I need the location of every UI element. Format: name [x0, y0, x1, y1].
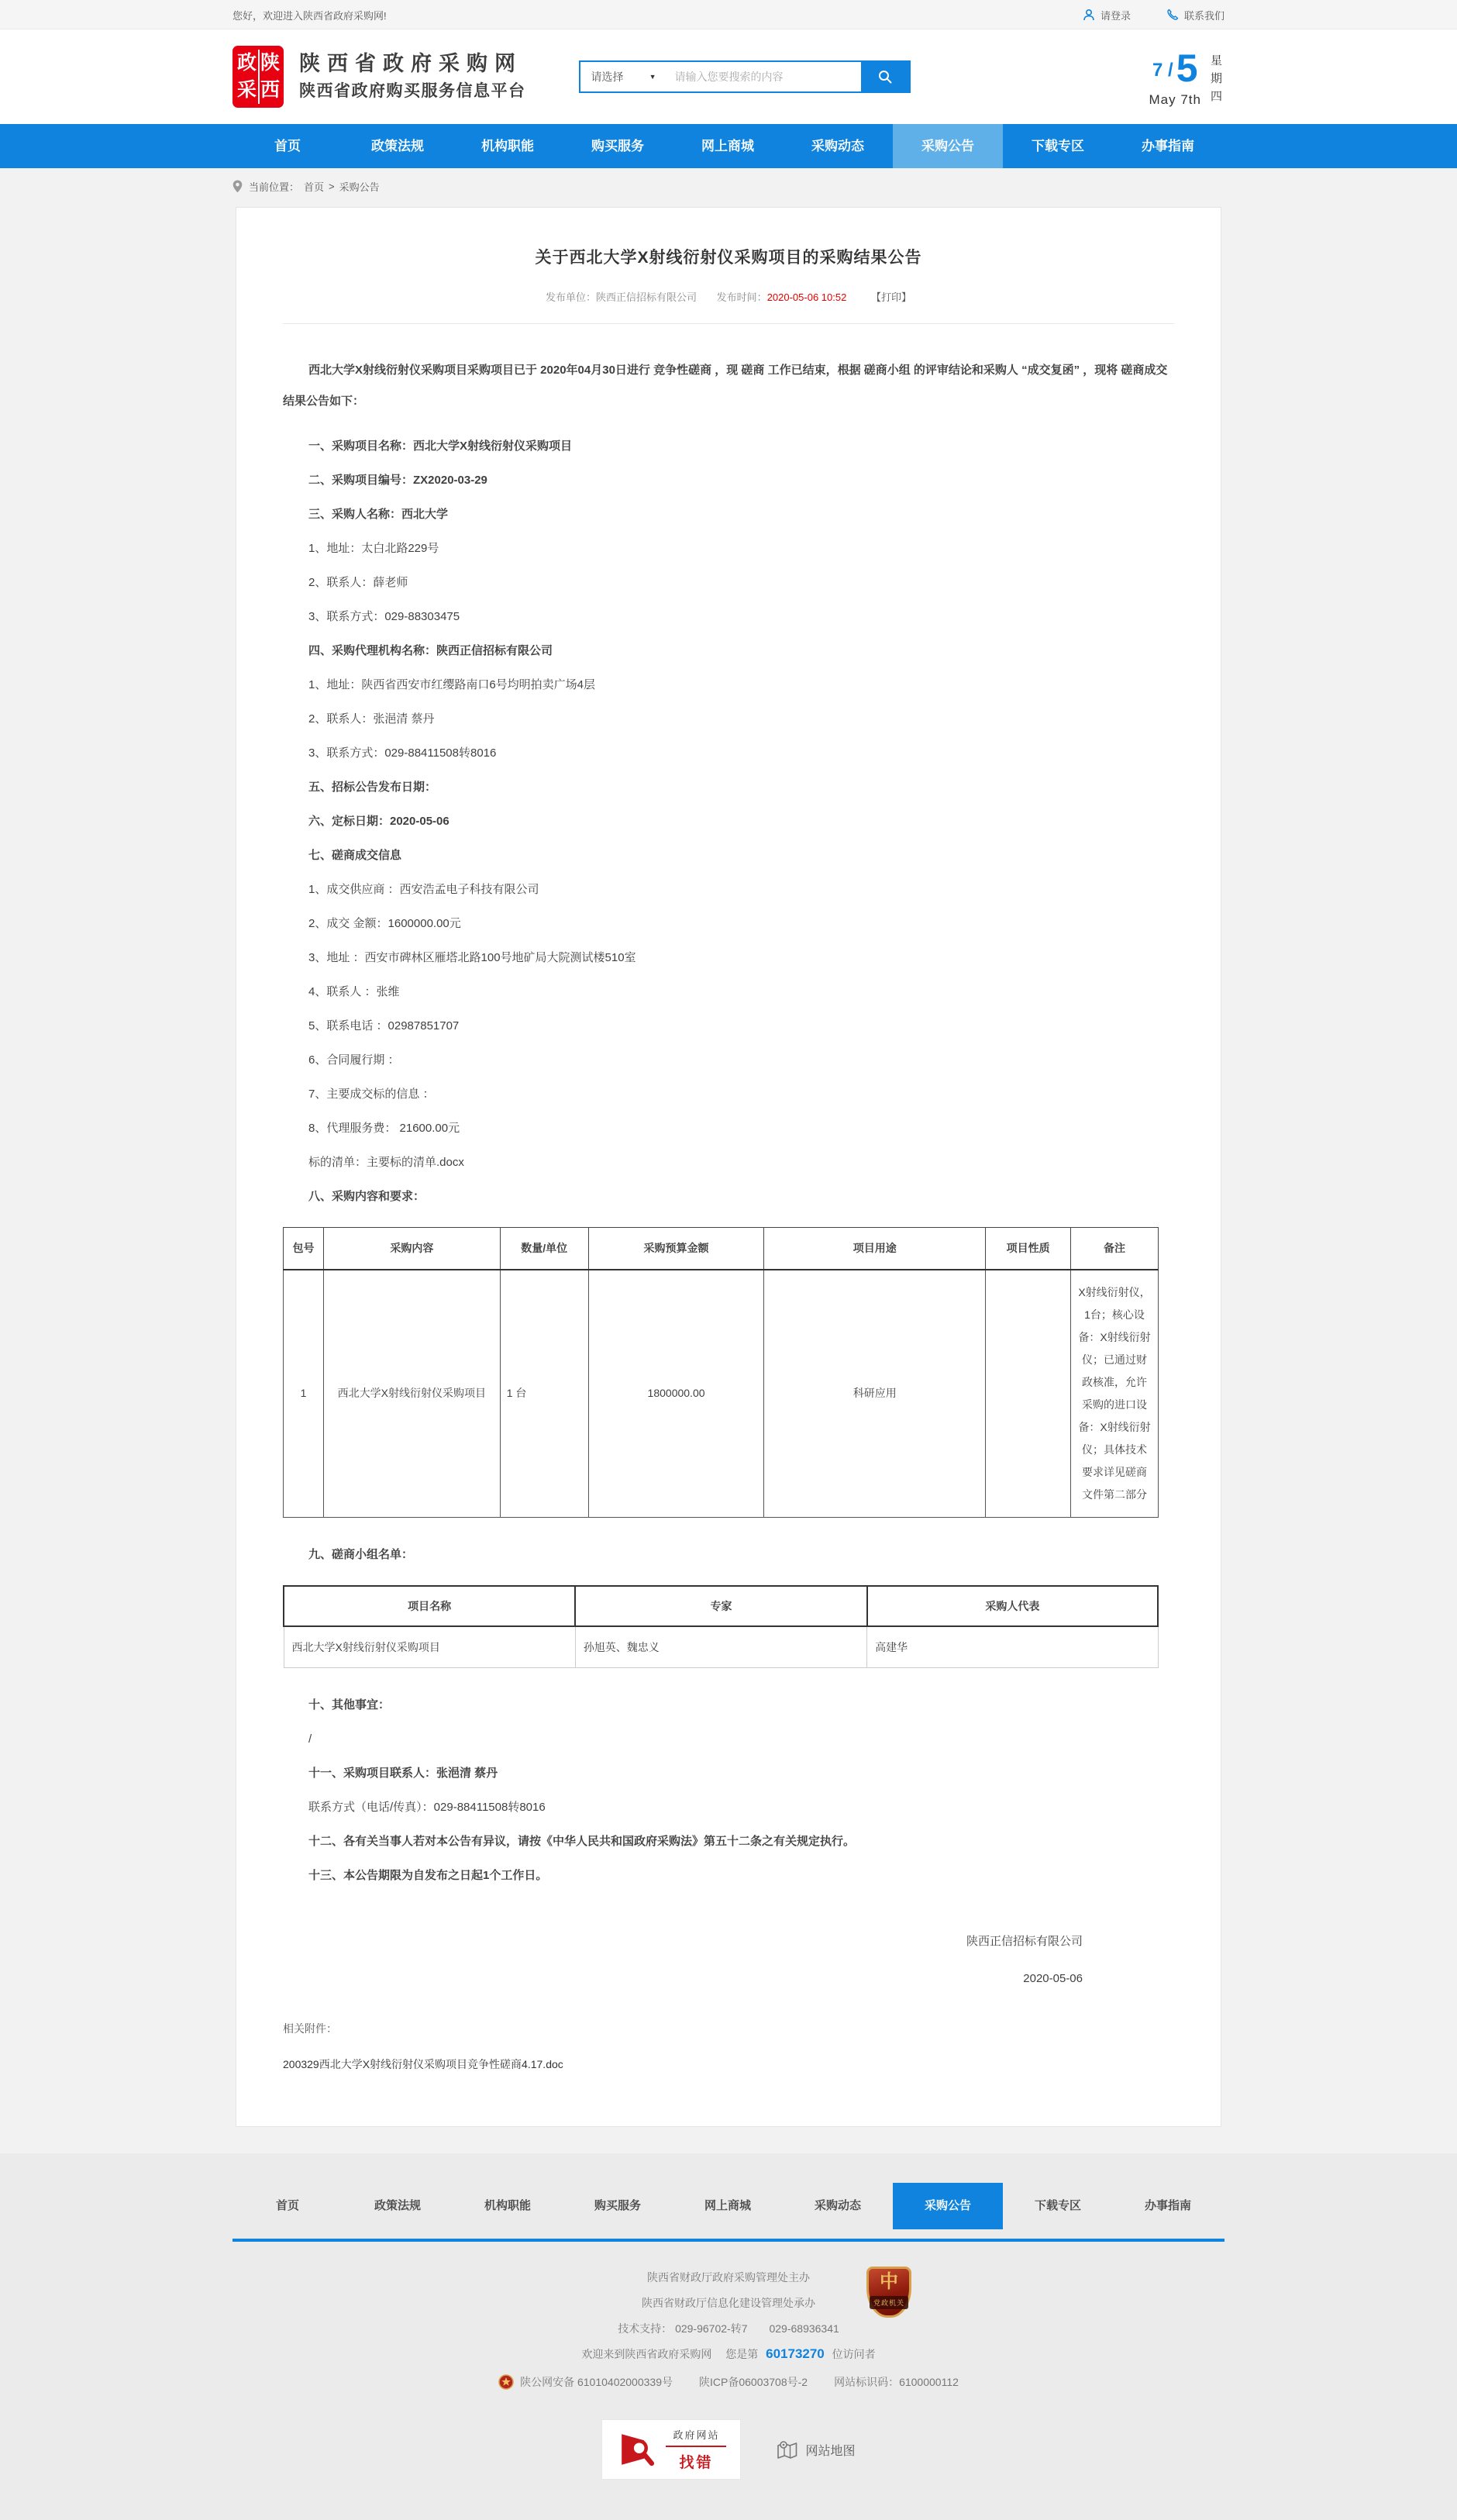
icp-beian-text: 陕ICP备06003708号-2: [699, 2376, 808, 2388]
date-english: May 7th: [1149, 92, 1201, 107]
th-package-no: 包号: [284, 1228, 324, 1270]
search-category-select[interactable]: [580, 62, 666, 91]
seal-char: 西: [258, 77, 281, 104]
article-line: 1、地址：陕西省西安市红缨路南口6号均明拍卖广场4层: [308, 678, 596, 691]
badge-emblem-icon: 中: [880, 2272, 898, 2292]
footer-nav-guide[interactable]: 办事指南: [1144, 2199, 1191, 2212]
publish-time-value: 2020-05-06 10:52: [766, 291, 847, 303]
th-budget: 采购预算金额: [588, 1228, 764, 1270]
article-intro: 西北大学X射线衍射仪采购项目采购项目已于 2020年04月30日进行 竞争性磋商 ，现 磋商 工作已结束，根据 磋商小组 的评审结论和采购人 “成交复函” ，现将 磋商成交 结果公告如下：: [283, 364, 1168, 408]
article-line: 三、采购人名称：西北大学: [308, 508, 449, 521]
site-title: 陕西省政府采购网: [299, 52, 522, 75]
footer-nav-policies[interactable]: 政策法规: [374, 2199, 421, 2212]
breadcrumb-separator: >: [329, 180, 335, 192]
article-line: 七、磋商成交信息: [308, 849, 402, 862]
nav-item-home[interactable]: 首页: [274, 139, 301, 153]
article-line: /: [308, 1732, 312, 1746]
cell-quantity: 1 台: [500, 1270, 588, 1518]
article-line: 四、采购代理机构名称：陕西正信招标有限公司: [308, 644, 553, 657]
article-line: 6、合同履行期 ：: [308, 1053, 400, 1067]
error-widget-top-label: 政府网站: [673, 2429, 720, 2441]
date-widget: [1149, 46, 1224, 108]
article-line: 六、定标日期：2020-05-06: [308, 815, 450, 828]
procurement-content-table: [283, 1227, 1159, 1518]
sitemap-link[interactable]: [777, 2439, 855, 2460]
contact-label: 联系我们: [1183, 9, 1224, 22]
th-experts: 专家: [575, 1586, 866, 1626]
article-line: 八、采购内容和要求：: [308, 1190, 425, 1203]
police-badge-icon: [498, 2374, 514, 2390]
signature-block: [283, 1932, 1174, 1985]
article-line: 3、地址 ：西安市碑林区雁塔北路100号地矿局大院测试楼510室: [308, 951, 636, 964]
article-line: 1、地址：太白北路229号: [308, 542, 439, 555]
table-header-row: [284, 1586, 1158, 1626]
police-beian-link[interactable]: [498, 2374, 673, 2390]
nav-item-procurement-announcements[interactable]: 采购公告: [893, 124, 1003, 168]
footer-nav-procurement-news[interactable]: 采购动态: [814, 2199, 861, 2212]
article-line: 4、联系人 ：张维: [308, 985, 400, 998]
article-meta: [283, 289, 1174, 324]
article-line: 十一、采购项目联系人：张浥清 蔡丹: [308, 1767, 498, 1780]
attachments-section: [283, 2021, 1174, 2072]
article-line: 7、主要成交标的信息 ：: [308, 1088, 435, 1101]
error-report-widget[interactable]: [601, 2419, 741, 2480]
cell-project-name: 西北大学X射线衍射仪采购项目: [284, 1626, 575, 1668]
cell-purpose: 科研应用: [764, 1270, 986, 1518]
site-subtitle: 陕西省政府购买服务信息平台: [299, 82, 526, 100]
breadcrumb-label: 当前位置：: [249, 181, 300, 193]
th-nature: 项目性质: [986, 1228, 1071, 1270]
nav-item-procurement-news[interactable]: 采购动态: [811, 139, 864, 153]
cell-budget: 1800000.00: [588, 1270, 764, 1518]
cell-purchaser-rep: 高建华: [867, 1626, 1158, 1668]
cell-package-no: 1: [284, 1270, 324, 1518]
breadcrumb: [232, 168, 1224, 204]
th-purchaser-rep: 采购人代表: [867, 1586, 1158, 1626]
footer-badges: [0, 2419, 1457, 2480]
table-row: [284, 1270, 1159, 1518]
footer-nav-home[interactable]: 首页: [275, 2199, 299, 2212]
login-label: 请登录: [1100, 9, 1131, 22]
police-beian-text: 陕公网安备 61010402000339号: [520, 2376, 673, 2388]
search-button[interactable]: [861, 62, 909, 91]
search-icon: [877, 69, 893, 84]
error-widget-bottom-label: 找错: [679, 2455, 714, 2471]
location-pin-icon: [232, 180, 243, 193]
seal-char: 采: [236, 79, 257, 101]
cell-content: 西北大学X射线衍射仪采购项目: [323, 1270, 500, 1518]
date-day: 5: [1176, 47, 1198, 90]
footer-info: [232, 2270, 1224, 2390]
icp-beian-link[interactable]: [699, 2374, 808, 2390]
article-line: 二、采购项目编号：ZX2020-03-29: [308, 474, 487, 487]
main-nav: [0, 124, 1457, 168]
nav-item-functions[interactable]: 机构职能: [481, 139, 534, 153]
cell-experts: 孙旭英、魏忠义: [575, 1626, 866, 1668]
article-line: 5、联系电话 ：02987851707: [308, 1019, 460, 1032]
page-title: 关于西北大学X射线衍射仪采购项目的采购结果公告: [535, 249, 922, 267]
footer-visitor-line: [232, 2346, 1224, 2362]
user-icon: [1083, 9, 1095, 21]
nav-item-downloads[interactable]: 下载专区: [1032, 139, 1084, 153]
th-quantity: 数量/单位: [500, 1228, 588, 1270]
article-line: 3、联系方式：029-88303475: [308, 610, 460, 623]
error-widget-rule: [666, 2446, 726, 2447]
article-line: 十三、本公告期限为自发布之日起1个工作日。: [308, 1869, 548, 1882]
logo-seal: [232, 46, 284, 108]
cell-remark: X射线衍射仪，1台；核心设备：X射线衍射仪；已通过财政核准，允许采购的进口设备：X射线衍射仪；具体技术要求详见磋商文件第二部分: [1071, 1270, 1159, 1518]
attachments-label: 相关附件：: [283, 2022, 337, 2035]
footer-nav-online-mall[interactable]: 网上商城: [704, 2199, 751, 2212]
signature-date: 2020-05-06: [1023, 1972, 1083, 1985]
article-line: 8、代理服务费： 21600.00元: [308, 1122, 460, 1135]
article-line: 标的清单：主要标的清单.docx: [308, 1156, 464, 1169]
footer-nav-functions[interactable]: 机构职能: [484, 2199, 531, 2212]
chevron-down-icon: ▼: [649, 73, 656, 81]
site-header: [0, 29, 1457, 124]
error-finder-icon: [616, 2429, 658, 2470]
th-remark: 备注: [1071, 1228, 1159, 1270]
badge-label: 党政机关: [870, 2296, 908, 2309]
article-line: 十二、各有关当事人若对本公告有异议，请按《中华人民共和国政府采购法》第五十二条之有关规定执行。: [308, 1835, 856, 1848]
site-code: [834, 2374, 959, 2390]
date-weekday: 星期四: [1211, 54, 1223, 103]
visitor-count: 60173270: [766, 2346, 825, 2361]
nav-item-guide[interactable]: 办事指南: [1142, 139, 1194, 153]
footer-nav-procurement-announcements[interactable]: 采购公告: [893, 2183, 1003, 2229]
login-link[interactable]: [1083, 8, 1131, 22]
seal-char: 陕: [258, 50, 281, 77]
footer-undertake-line: 陕西省财政厅信息化建设管理处承办: [642, 2297, 815, 2309]
article-line: 五、招标公告发布日期：: [308, 781, 437, 794]
search-select-value: 请选择: [591, 71, 624, 83]
visitor-prefix: 欢迎来到陕西省政府采购网 您是第: [581, 2348, 759, 2360]
sitemap-label: 网站地图: [805, 2444, 856, 2458]
sitemap-map-icon: [777, 2439, 798, 2460]
negotiation-panel-table: [283, 1585, 1159, 1669]
table-row: [284, 1626, 1158, 1668]
publish-time-label: 发布时间：: [716, 291, 767, 303]
th-project-name: 项目名称: [284, 1586, 575, 1626]
nav-item-online-mall[interactable]: 网上商城: [701, 139, 754, 153]
article-body: [283, 355, 1174, 1886]
article-line: 联系方式（电话/传真）：029-88411508转8016: [308, 1801, 546, 1814]
site-code-text: 网站标识码：6100000112: [834, 2376, 959, 2388]
footer-nav: [232, 2183, 1224, 2229]
article-line: 十、其他事宜：: [308, 1698, 391, 1712]
footer-tech-support: 技术支持： 029-96702-转7 029-68936341: [618, 2322, 839, 2335]
seal-char: 政: [236, 52, 257, 74]
footer-divider: [232, 2239, 1224, 2242]
date-month: 7 /: [1152, 60, 1173, 81]
publisher-value: 陕西正信招标有限公司: [596, 291, 698, 303]
site-logo[interactable]: [232, 46, 526, 108]
phone-icon: [1166, 9, 1179, 21]
footer-beian-row: [232, 2374, 1224, 2390]
attachment-file-link[interactable]: 200329西北大学X射线衍射仪采购项目竞争性磋商4.17.doc: [283, 2058, 563, 2070]
th-content: 采购内容: [323, 1228, 500, 1270]
article-line: 2、联系人：薛老师: [308, 576, 408, 589]
footer-nav-downloads[interactable]: 下载专区: [1034, 2199, 1081, 2212]
welcome-text: 您好，欢迎进入陕西省政府采购网!: [232, 9, 387, 22]
article-line: 2、联系人：张浥清 蔡丹: [308, 712, 435, 726]
publisher-label: 发布单位：: [546, 291, 597, 303]
article-line: 九、磋商小组名单：: [308, 1547, 414, 1561]
breadcrumb-current: 采购公告: [339, 181, 380, 193]
table-header-row: [284, 1228, 1159, 1270]
article-card: [236, 207, 1221, 2127]
signature-company: 陕西正信招标有限公司: [966, 1935, 1083, 1948]
visitor-suffix: 位访问者: [832, 2348, 876, 2360]
nav-item-policies[interactable]: 政策法规: [371, 139, 424, 153]
footer-host-line: 陕西省财政厅政府采购管理处主办: [647, 2271, 810, 2284]
article-line: 3、联系方式：029-88411508转8016: [308, 746, 497, 760]
top-utility-bar: [0, 0, 1457, 29]
site-footer: [0, 2153, 1457, 2520]
cell-nature: [986, 1270, 1071, 1518]
print-button[interactable]: 【打印】: [870, 291, 911, 303]
contact-link[interactable]: [1166, 8, 1224, 22]
search-input[interactable]: [666, 62, 861, 91]
footer-nav-purchase-services[interactable]: 购买服务: [594, 2199, 641, 2212]
breadcrumb-home[interactable]: 首页: [304, 181, 325, 193]
article-line: 1、成交供应商 ：西安浩孟电子科技有限公司: [308, 883, 539, 896]
search-bar: [579, 60, 911, 93]
nav-item-purchase-services[interactable]: 购买服务: [591, 139, 644, 153]
article-line: 一、采购项目名称：西北大学X射线衍射仪采购项目: [308, 440, 573, 453]
article-line: 2、成交 金额：1600000.00元: [308, 917, 461, 930]
th-purpose: 项目用途: [764, 1228, 986, 1270]
